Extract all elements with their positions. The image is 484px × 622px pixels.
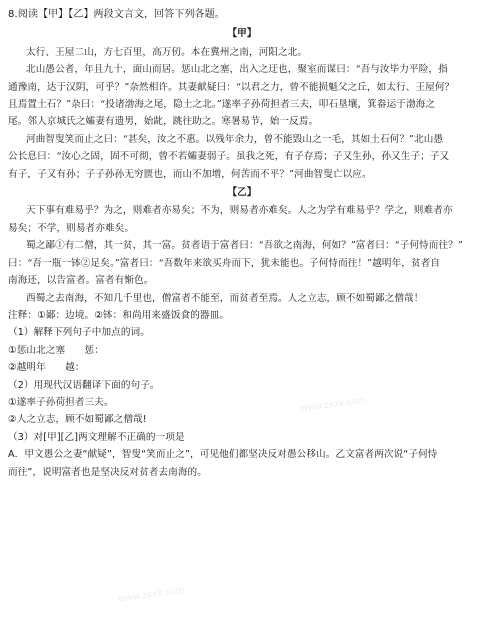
- passage-line: 公长息曰：“汝心之固，固不可彻，曾不若孀妻弱子。虽我之死，有子存焉；子又生孙，孙又生子；子又: [8, 151, 450, 163]
- passage-jia-heading: 【甲】: [227, 28, 257, 40]
- q3-option-a: A．甲文愚公之妻“献疑”，智叟“笑而止之”，可见他们都坚决反对愚公移山。乙文富者两次说“子何恃: [8, 449, 438, 461]
- q1-item-2: ②越明年 越：: [8, 362, 85, 374]
- passage-jia: [8, 44, 476, 183]
- question-title: 8.阅读【甲】【乙】两段文言文，回答下列各题。: [8, 9, 225, 20]
- q2-prompt: （2）用现代汉语翻译下面的句子。: [8, 379, 160, 391]
- passage-line: 西蜀之去南海，不知几千里也，僧富者不能至，而贫者至焉。人之立志，顾不如蜀鄙之僧哉！: [26, 292, 424, 304]
- watermark-1: www.zxxk.com: [117, 585, 186, 605]
- passage-line: 有子，子又有孙；子子孙孙无穷匮也，而山不加增，何苦而不平？”河曲智叟亡以应。: [8, 168, 372, 180]
- q2-item-1: ①遂率子孙荷担者三夫。: [8, 396, 114, 408]
- passage-line: 北山愚公者，年且九十，面山而居。惩山北之塞，出入之迂也，聚室而谋曰：“吾与汝毕力平险，指: [26, 64, 448, 76]
- passage-yi-heading: 【乙】: [227, 187, 257, 199]
- passage-line: 尾。邻人京城氏之孀妻有遗男，始龀，跳往助之。寒暑易节，始一反焉。: [8, 116, 319, 128]
- passage-line: 易矣；不学，则易者亦难矣。: [8, 222, 135, 234]
- passage-line: 蜀之鄙①有二僧，其一贫，其一富。贫者语于富者曰：“吾欲之南海，何如？”富者曰：“子何恃而往？”: [26, 240, 463, 252]
- q1-item-1: ①惩山北之塞 惩：: [8, 344, 104, 356]
- q1-prompt: （1）解释下列句子中加点的词。: [8, 327, 150, 339]
- passage-line: 南海还，以告富者。富者有惭色。: [8, 275, 154, 287]
- passage-line: 且焉置土石？”杂曰：“投诸渤海之尾，隐土之北。”遂率子孙荷担者三夫，叩石垦壤，箕畚运于渤海之: [8, 99, 436, 111]
- passage-line: 曰：“吾一瓶一钵②足矣。”富者曰：“吾数年来欲买舟而下，犹未能也。子何恃而往！”越明年，贫者自: [8, 257, 441, 269]
- notes: 注释：①鄙：边境。②钵：和尚用来盛饭食的器皿。: [8, 309, 229, 321]
- passage-yi: [8, 202, 476, 306]
- watermark-2: www.zxxk.com: [299, 395, 368, 415]
- passage-line: 河曲智叟笑而止之曰：“甚矣，汝之不惠。以残年余力，曾不能毁山之一毛，其如土石何？”北山愚: [26, 133, 444, 145]
- q2-item-2: ②人之立志，顾不如蜀鄙之僧哉!: [8, 414, 147, 426]
- q3-option-a-cont: 而往”，说明富者也是坚决反对贫者去南海的。: [8, 466, 207, 478]
- passage-line: 天下事有难易乎？为之，则难者亦易矣；不为，则易者亦难矣。人之为学有难易乎？学之，则难者亦: [26, 205, 453, 217]
- passage-line: 太行、王屋二山，方七百里，高万仞。本在冀州之南，河阳之北。: [26, 46, 308, 58]
- q3-prompt: （3）对[甲][乙]两文理解不正确的一项是: [8, 431, 185, 443]
- passage-line: 通豫南，达于汉阴，可乎？”杂然相许。其妻献疑曰：“以君之力，曾不能损魁父之丘，如太行、王屋何？: [8, 81, 455, 93]
